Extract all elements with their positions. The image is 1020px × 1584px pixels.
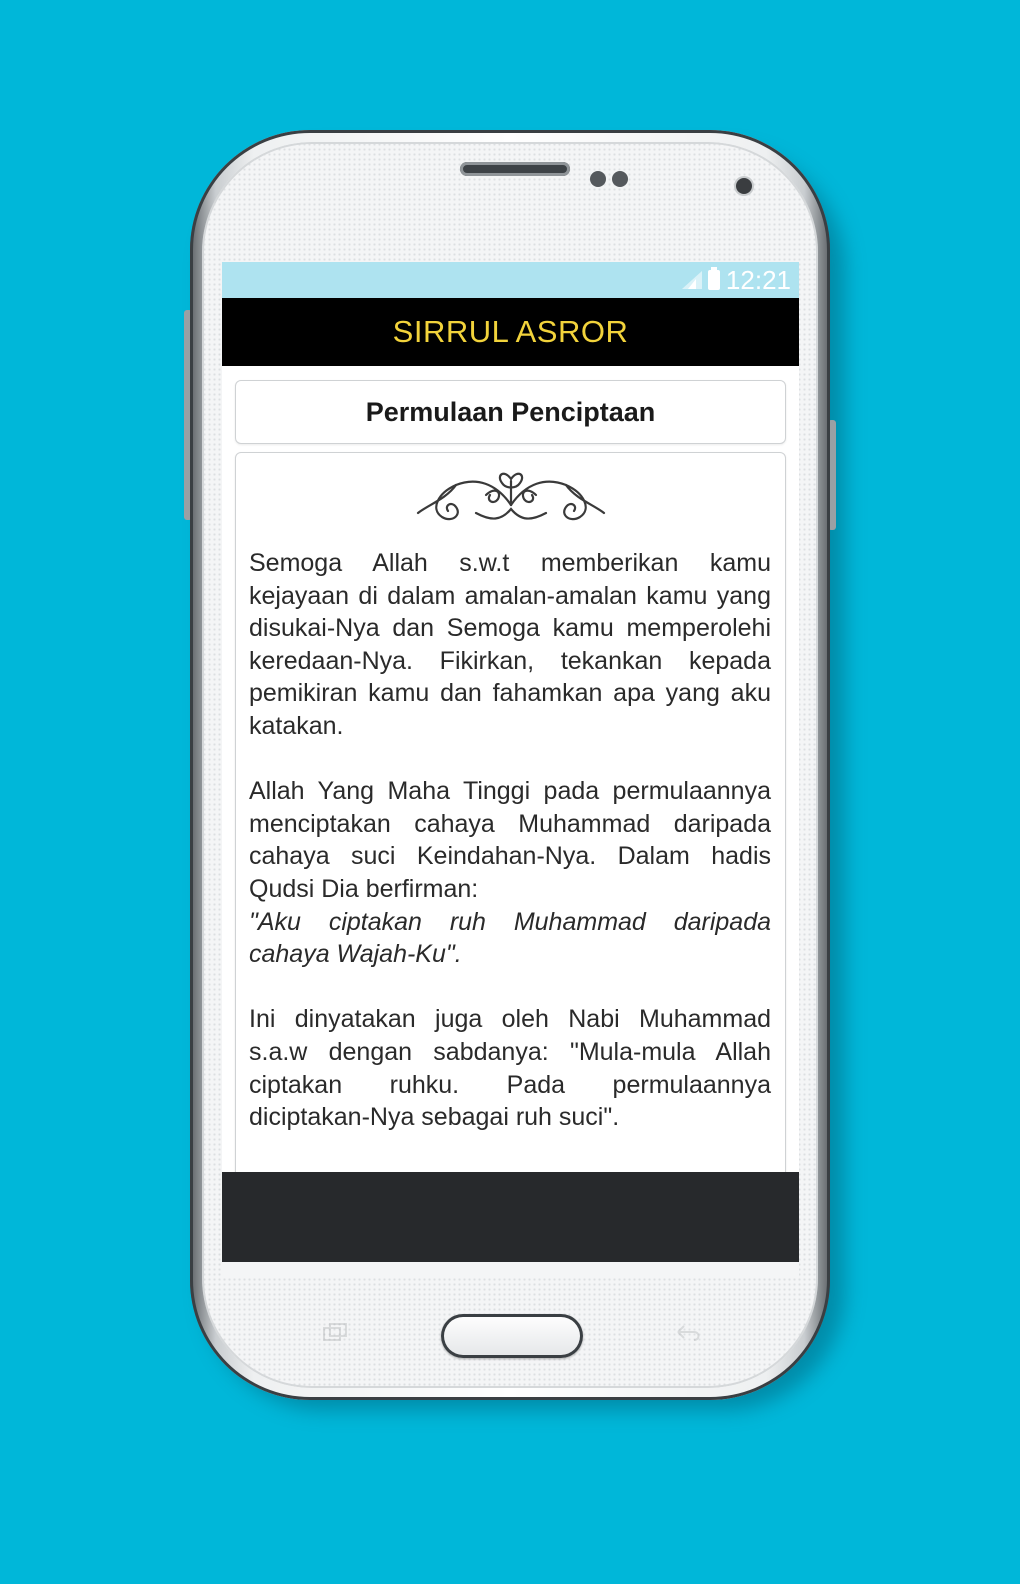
app-title: SIRRUL ASROR: [392, 314, 629, 349]
bottom-bar: [222, 1172, 799, 1262]
proximity-sensor-icon: [590, 171, 606, 187]
screen-bottom-edge: [222, 1262, 799, 1278]
phone-screen: [222, 262, 799, 1278]
back-key[interactable]: [670, 1322, 704, 1344]
paragraph: [249, 775, 771, 905]
status-clock: 12:21: [725, 264, 791, 295]
chapter-title: Permulaan Penciptaan: [365, 396, 656, 427]
signal-icon: [682, 271, 702, 289]
recent-apps-key[interactable]: [320, 1322, 354, 1344]
hadith-quote: "Aku ciptakan ruh Muhammad daripada cahaya Wajah-Ku".: [249, 907, 771, 969]
app-bar: [222, 298, 799, 366]
earpiece-speaker-icon: [460, 162, 570, 176]
chapter-text-card: [235, 452, 786, 1214]
content-scroll-area[interactable]: [222, 366, 799, 1172]
chapter-body-text: [249, 547, 771, 1166]
flourish-ornament-icon: [416, 465, 606, 535]
battery-icon: [708, 270, 720, 290]
status-icons: [682, 262, 791, 298]
paragraph: Semoga Allah s.w.t memberikan kamu kejayaan di dalam amalan-amalan kamu yang disukai-Nya dan Semoga kamu memperolehi keredaan-Nya. Fikirkan, tekankan kepada pemikiran kamu dan fahamkan apa yang aku katakan.: [249, 549, 771, 740]
quote: [249, 906, 771, 971]
front-camera-icon: [736, 178, 752, 194]
paragraph: Ini dinyatakan juga oleh Nabi Muhammad s.a.w dengan sabdanya: "Mula-mula Allah ciptakan ruhku. Pada permulaannya diciptakan-Nya sebagai ruh suci".: [249, 1005, 771, 1132]
paragraph-text: Allah Yang Maha Tinggi pada permulaannya menciptakan cahaya Muhammad daripada cahaya suci Keindahan-Nya. Dalam hadis Qudsi Dia berfirman:: [249, 777, 771, 903]
status-bar: [222, 262, 799, 298]
chapter-title-card: [235, 380, 786, 444]
home-button[interactable]: [441, 1314, 583, 1358]
light-sensor-icon: [612, 171, 628, 187]
